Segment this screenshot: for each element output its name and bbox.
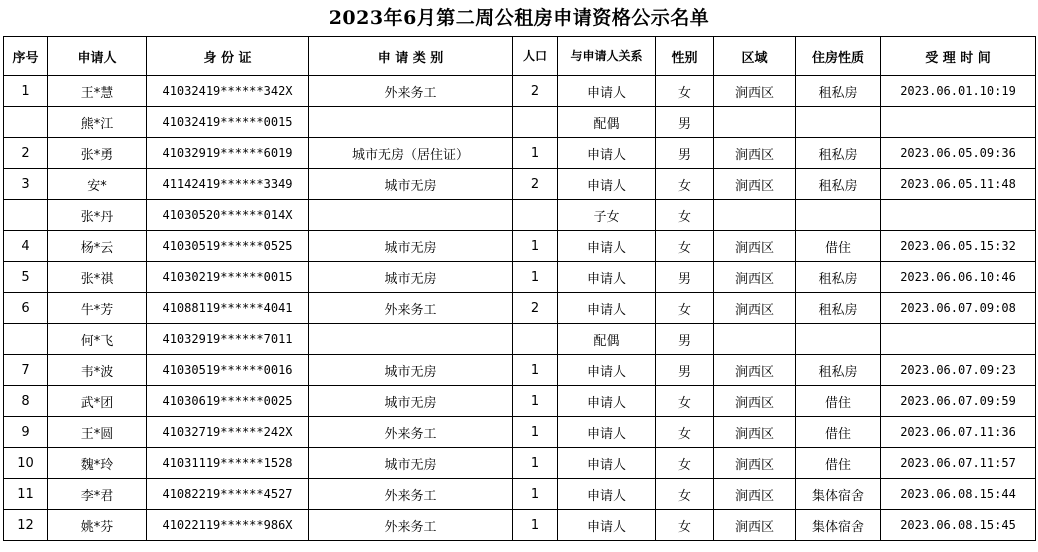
cell-gender: 男 bbox=[656, 324, 714, 355]
cell-name: 安* bbox=[48, 169, 147, 200]
table-body bbox=[4, 76, 1036, 541]
cell-housing: 集体宿舍 bbox=[796, 510, 881, 541]
cell-housing: 租私房 bbox=[796, 293, 881, 324]
table-row bbox=[4, 231, 1036, 262]
cell-relation: 申请人 bbox=[558, 510, 656, 541]
cell-count: 2 bbox=[513, 293, 558, 324]
cell-seq: 1 bbox=[4, 76, 48, 107]
cell-time: 2023.06.07.11:36 bbox=[881, 417, 1036, 448]
cell-gender: 女 bbox=[656, 479, 714, 510]
cell-relation: 申请人 bbox=[558, 293, 656, 324]
cell-gender: 男 bbox=[656, 138, 714, 169]
cell-seq: 3 bbox=[4, 169, 48, 200]
cell-id-number: 41022119******986X bbox=[147, 510, 309, 541]
table-row bbox=[4, 355, 1036, 386]
cell-category: 外来务工 bbox=[309, 479, 513, 510]
cell-count: 2 bbox=[513, 169, 558, 200]
header-gender: 性别 bbox=[656, 37, 714, 76]
cell-time: 2023.06.07.09:08 bbox=[881, 293, 1036, 324]
cell-id-number: 41030219******0015 bbox=[147, 262, 309, 293]
cell-category: 外来务工 bbox=[309, 76, 513, 107]
cell-region bbox=[714, 200, 796, 231]
cell-id-number: 41030619******0025 bbox=[147, 386, 309, 417]
cell-housing: 借住 bbox=[796, 448, 881, 479]
cell-region: 涧西区 bbox=[714, 479, 796, 510]
cell-region bbox=[714, 324, 796, 355]
cell-housing: 租私房 bbox=[796, 262, 881, 293]
cell-seq: 5 bbox=[4, 262, 48, 293]
cell-name: 王*圆 bbox=[48, 417, 147, 448]
cell-gender: 女 bbox=[656, 417, 714, 448]
cell-name: 李*君 bbox=[48, 479, 147, 510]
cell-count: 1 bbox=[513, 510, 558, 541]
header-region: 区域 bbox=[714, 37, 796, 76]
table-row bbox=[4, 510, 1036, 541]
cell-time bbox=[881, 324, 1036, 355]
cell-gender: 男 bbox=[656, 107, 714, 138]
table-row bbox=[4, 138, 1036, 169]
cell-housing: 借住 bbox=[796, 231, 881, 262]
cell-name: 张*祺 bbox=[48, 262, 147, 293]
cell-relation: 申请人 bbox=[558, 138, 656, 169]
cell-name: 王*慧 bbox=[48, 76, 147, 107]
cell-housing bbox=[796, 200, 881, 231]
table-header-row bbox=[4, 37, 1036, 76]
cell-name: 姚*芬 bbox=[48, 510, 147, 541]
cell-category: 外来务工 bbox=[309, 293, 513, 324]
cell-id-number: 41032919******6019 bbox=[147, 138, 309, 169]
cell-region: 涧西区 bbox=[714, 355, 796, 386]
cell-name: 张*勇 bbox=[48, 138, 147, 169]
cell-id-number: 41142419******3349 bbox=[147, 169, 309, 200]
cell-category: 外来务工 bbox=[309, 510, 513, 541]
cell-relation: 申请人 bbox=[558, 355, 656, 386]
header-housing: 住房性质 bbox=[796, 37, 881, 76]
page-title: 2023年6月第二周公租房申请资格公示名单 bbox=[328, 7, 710, 29]
cell-region: 涧西区 bbox=[714, 293, 796, 324]
table-row bbox=[4, 169, 1036, 200]
cell-gender: 女 bbox=[656, 510, 714, 541]
cell-housing: 集体宿舍 bbox=[796, 479, 881, 510]
cell-seq: 8 bbox=[4, 386, 48, 417]
cell-category bbox=[309, 200, 513, 231]
header-category: 申 请 类 别 bbox=[309, 37, 513, 76]
cell-name: 武*团 bbox=[48, 386, 147, 417]
header-name: 申请人 bbox=[48, 37, 147, 76]
cell-seq: 10 bbox=[4, 448, 48, 479]
cell-seq: 7 bbox=[4, 355, 48, 386]
cell-relation: 申请人 bbox=[558, 262, 656, 293]
cell-name: 何*飞 bbox=[48, 324, 147, 355]
cell-time: 2023.06.08.15:45 bbox=[881, 510, 1036, 541]
cell-housing: 租私房 bbox=[796, 76, 881, 107]
cell-region: 涧西区 bbox=[714, 138, 796, 169]
cell-count: 1 bbox=[513, 479, 558, 510]
cell-housing: 借住 bbox=[796, 417, 881, 448]
table-row bbox=[4, 293, 1036, 324]
cell-gender: 女 bbox=[656, 386, 714, 417]
cell-time: 2023.06.07.11:57 bbox=[881, 448, 1036, 479]
cell-seq bbox=[4, 200, 48, 231]
cell-gender: 女 bbox=[656, 448, 714, 479]
cell-seq bbox=[4, 107, 48, 138]
cell-seq bbox=[4, 324, 48, 355]
cell-category bbox=[309, 324, 513, 355]
cell-relation: 配偶 bbox=[558, 107, 656, 138]
cell-category: 城市无房 bbox=[309, 448, 513, 479]
header-count: 人口 bbox=[513, 37, 558, 76]
cell-category: 城市无房 bbox=[309, 386, 513, 417]
cell-count: 1 bbox=[513, 262, 558, 293]
cell-region bbox=[714, 107, 796, 138]
cell-housing: 租私房 bbox=[796, 169, 881, 200]
cell-housing bbox=[796, 107, 881, 138]
cell-gender: 女 bbox=[656, 76, 714, 107]
cell-relation: 配偶 bbox=[558, 324, 656, 355]
cell-relation: 子女 bbox=[558, 200, 656, 231]
cell-category: 城市无房 bbox=[309, 262, 513, 293]
cell-time: 2023.06.06.10:46 bbox=[881, 262, 1036, 293]
cell-name: 张*丹 bbox=[48, 200, 147, 231]
cell-name: 魏*玲 bbox=[48, 448, 147, 479]
cell-seq: 9 bbox=[4, 417, 48, 448]
table-row bbox=[4, 107, 1036, 138]
cell-name: 杨*云 bbox=[48, 231, 147, 262]
cell-seq: 4 bbox=[4, 231, 48, 262]
cell-seq: 11 bbox=[4, 479, 48, 510]
applicant-table bbox=[3, 36, 1036, 541]
cell-count: 1 bbox=[513, 355, 558, 386]
cell-name: 韦*波 bbox=[48, 355, 147, 386]
cell-time bbox=[881, 107, 1036, 138]
table-row bbox=[4, 448, 1036, 479]
cell-region: 涧西区 bbox=[714, 417, 796, 448]
cell-category bbox=[309, 107, 513, 138]
cell-housing: 租私房 bbox=[796, 355, 881, 386]
cell-id-number: 41032719******242X bbox=[147, 417, 309, 448]
cell-region: 涧西区 bbox=[714, 510, 796, 541]
cell-seq: 6 bbox=[4, 293, 48, 324]
cell-time bbox=[881, 200, 1036, 231]
table-row bbox=[4, 417, 1036, 448]
cell-relation: 申请人 bbox=[558, 479, 656, 510]
cell-relation: 申请人 bbox=[558, 169, 656, 200]
cell-category: 城市无房 bbox=[309, 169, 513, 200]
cell-id-number: 41030520******014X bbox=[147, 200, 309, 231]
cell-housing bbox=[796, 324, 881, 355]
cell-relation: 申请人 bbox=[558, 448, 656, 479]
cell-gender: 男 bbox=[656, 262, 714, 293]
cell-id-number: 41082219******4527 bbox=[147, 479, 309, 510]
cell-region: 涧西区 bbox=[714, 262, 796, 293]
header-relation: 与申请人关系 bbox=[558, 37, 656, 76]
cell-time: 2023.06.05.11:48 bbox=[881, 169, 1036, 200]
cell-count: 2 bbox=[513, 76, 558, 107]
cell-region: 涧西区 bbox=[714, 76, 796, 107]
cell-relation: 申请人 bbox=[558, 231, 656, 262]
cell-id-number: 41032919******7011 bbox=[147, 324, 309, 355]
cell-category: 外来务工 bbox=[309, 417, 513, 448]
cell-name: 熊*江 bbox=[48, 107, 147, 138]
cell-housing: 租私房 bbox=[796, 138, 881, 169]
cell-id-number: 41031119******1528 bbox=[147, 448, 309, 479]
cell-region: 涧西区 bbox=[714, 231, 796, 262]
cell-gender: 女 bbox=[656, 293, 714, 324]
cell-relation: 申请人 bbox=[558, 76, 656, 107]
cell-count: 1 bbox=[513, 417, 558, 448]
cell-time: 2023.06.05.15:32 bbox=[881, 231, 1036, 262]
table-row bbox=[4, 324, 1036, 355]
header-time: 受 理 时 间 bbox=[881, 37, 1036, 76]
cell-count: 1 bbox=[513, 231, 558, 262]
cell-id-number: 41032419******0015 bbox=[147, 107, 309, 138]
cell-count: 1 bbox=[513, 386, 558, 417]
cell-region: 涧西区 bbox=[714, 169, 796, 200]
cell-gender: 女 bbox=[656, 231, 714, 262]
cell-name: 牛*芳 bbox=[48, 293, 147, 324]
cell-region: 涧西区 bbox=[714, 386, 796, 417]
cell-time: 2023.06.01.10:19 bbox=[881, 76, 1036, 107]
cell-time: 2023.06.07.09:23 bbox=[881, 355, 1036, 386]
cell-count bbox=[513, 200, 558, 231]
cell-category: 城市无房 bbox=[309, 355, 513, 386]
header-id: 身 份 证 bbox=[147, 37, 309, 76]
cell-category: 城市无房（居住证） bbox=[309, 138, 513, 169]
cell-count bbox=[513, 324, 558, 355]
cell-count bbox=[513, 107, 558, 138]
cell-region: 涧西区 bbox=[714, 448, 796, 479]
cell-housing: 借住 bbox=[796, 386, 881, 417]
cell-time: 2023.06.07.09:59 bbox=[881, 386, 1036, 417]
table-row bbox=[4, 200, 1036, 231]
table-row bbox=[4, 76, 1036, 107]
table-row bbox=[4, 386, 1036, 417]
cell-count: 1 bbox=[513, 138, 558, 169]
cell-relation: 申请人 bbox=[558, 417, 656, 448]
cell-seq: 12 bbox=[4, 510, 48, 541]
table-row bbox=[4, 262, 1036, 293]
cell-seq: 2 bbox=[4, 138, 48, 169]
cell-id-number: 41030519******0525 bbox=[147, 231, 309, 262]
cell-id-number: 41030519******0016 bbox=[147, 355, 309, 386]
cell-gender: 女 bbox=[656, 169, 714, 200]
cell-category: 城市无房 bbox=[309, 231, 513, 262]
header-seq: 序号 bbox=[4, 37, 48, 76]
table-row bbox=[4, 479, 1036, 510]
cell-time: 2023.06.05.09:36 bbox=[881, 138, 1036, 169]
cell-gender: 男 bbox=[656, 355, 714, 386]
cell-time: 2023.06.08.15:44 bbox=[881, 479, 1036, 510]
cell-id-number: 41088119******4041 bbox=[147, 293, 309, 324]
cell-id-number: 41032419******342X bbox=[147, 76, 309, 107]
cell-gender: 女 bbox=[656, 200, 714, 231]
cell-count: 1 bbox=[513, 448, 558, 479]
cell-relation: 申请人 bbox=[558, 386, 656, 417]
